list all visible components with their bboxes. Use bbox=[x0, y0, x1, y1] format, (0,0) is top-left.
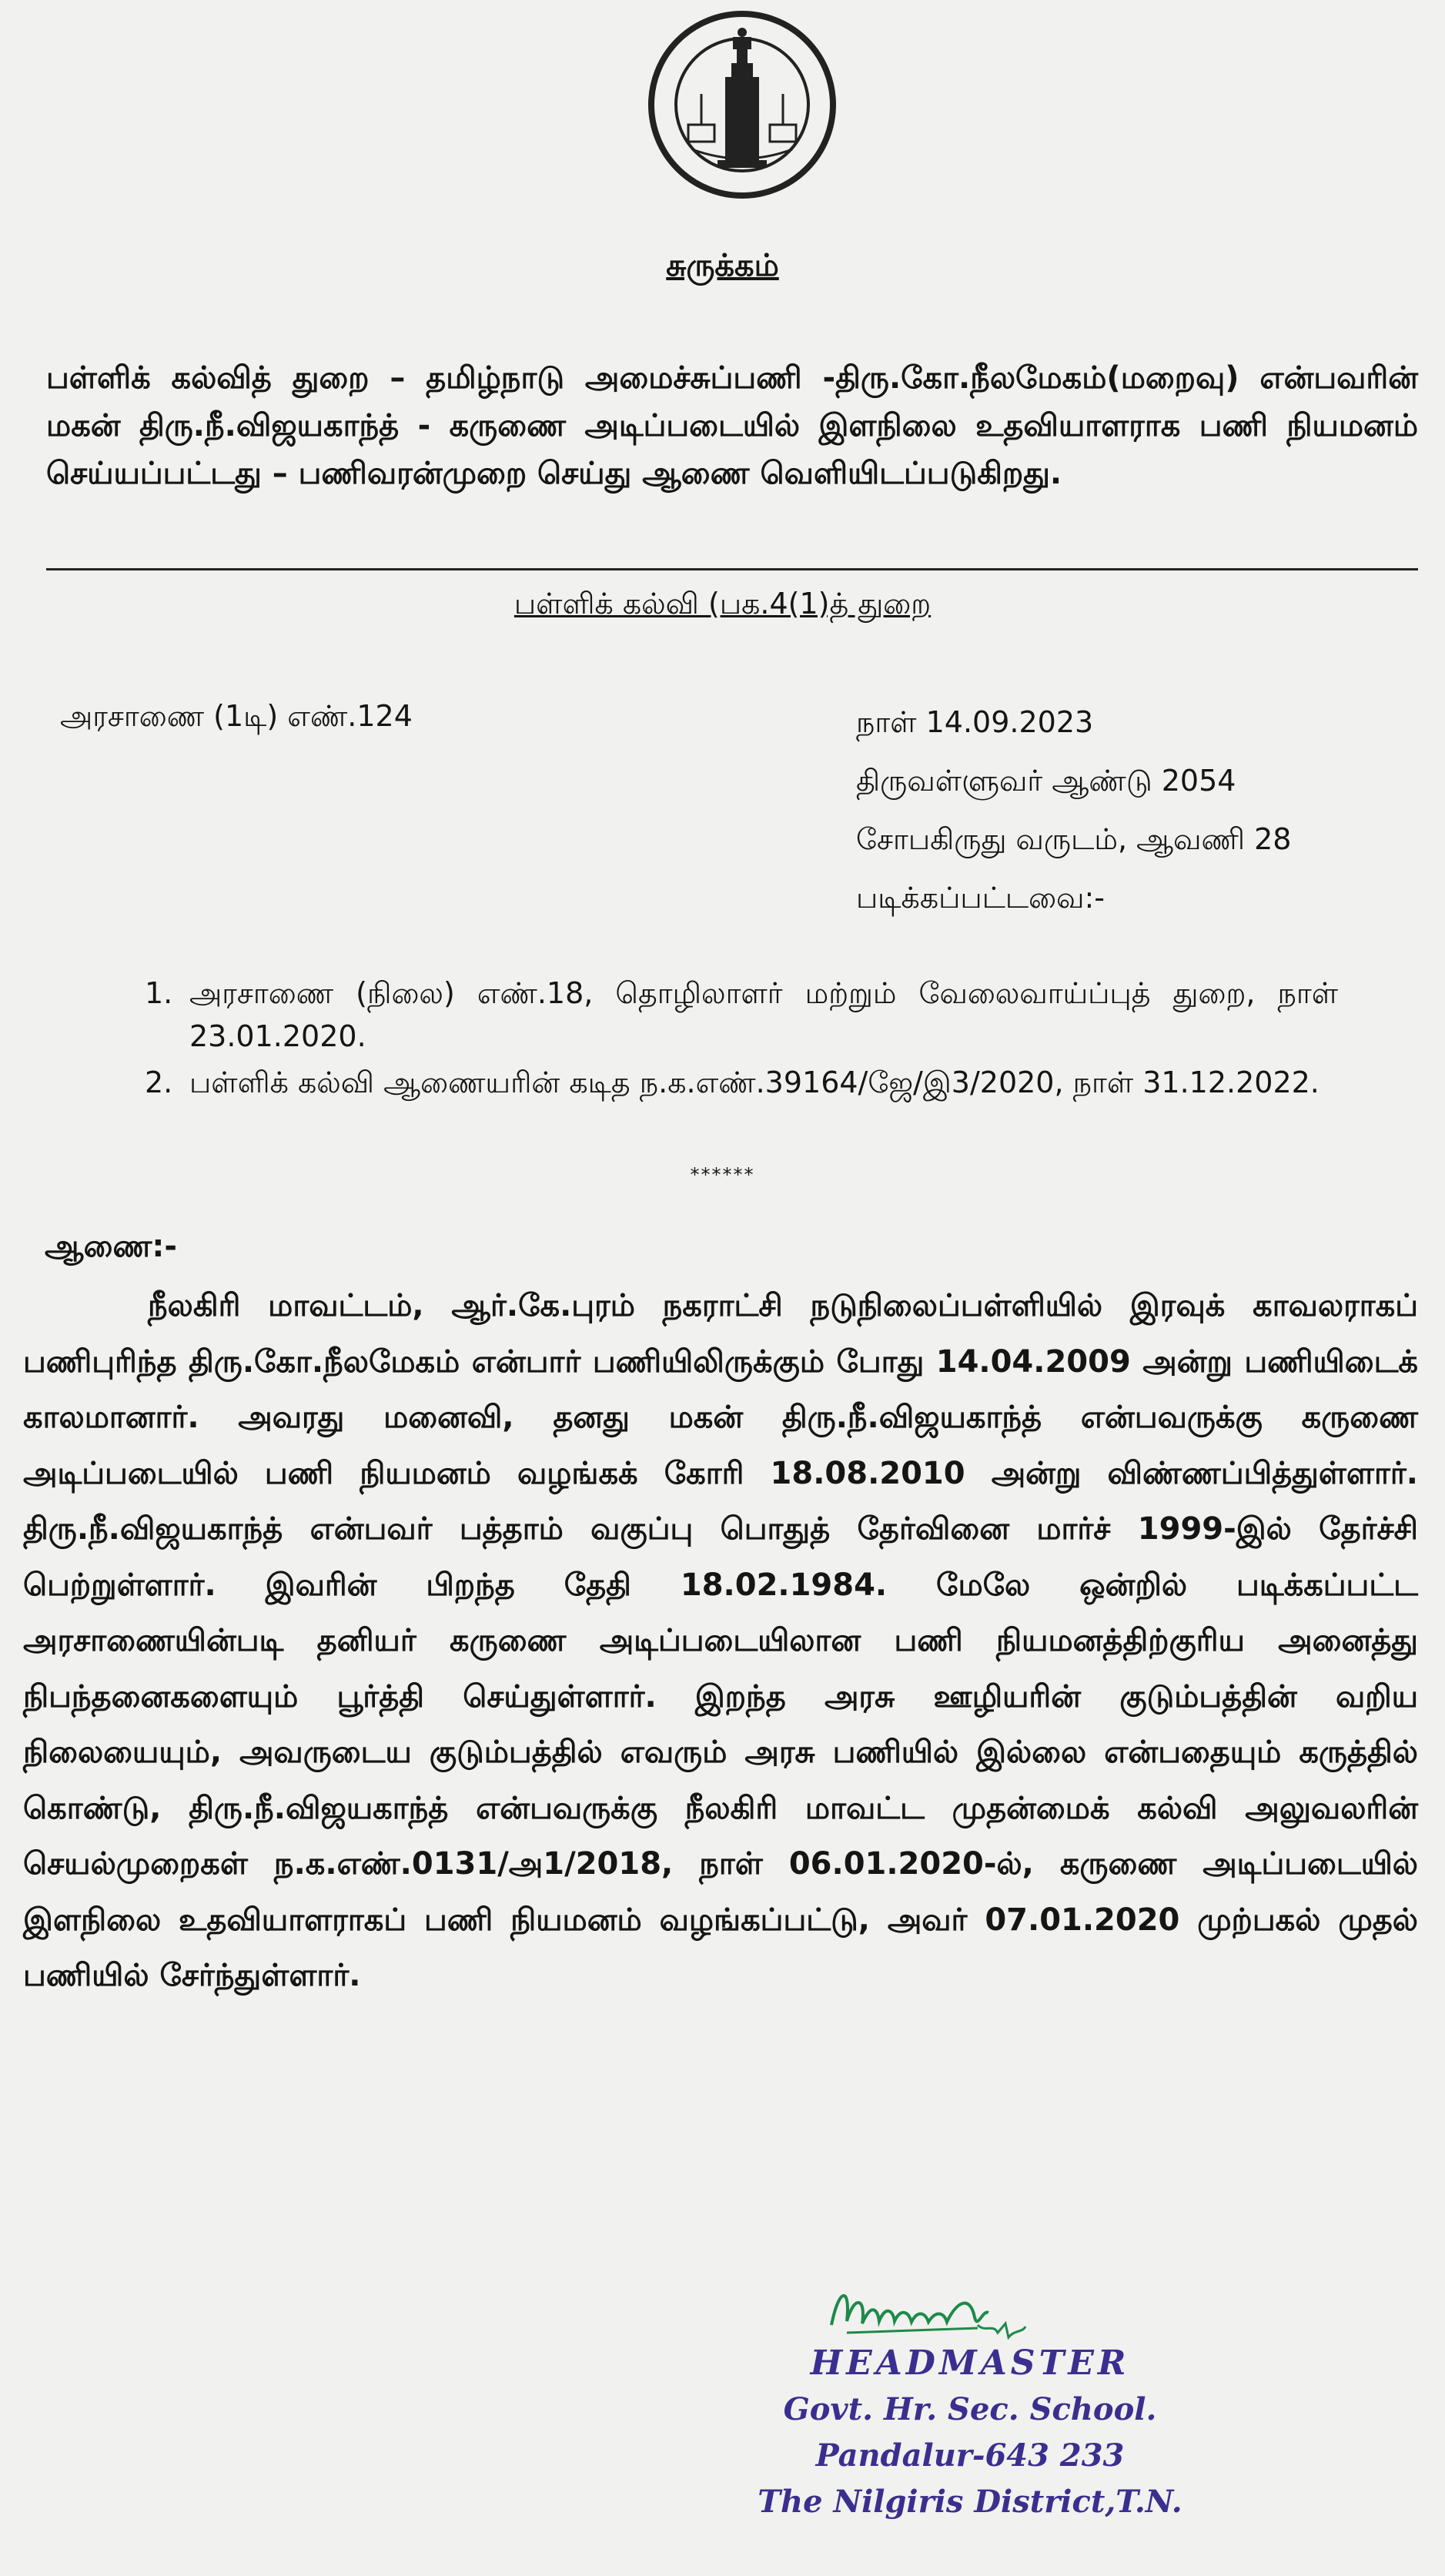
stamp-place: Pandalur-643 233 bbox=[815, 2437, 1125, 2474]
reference-number: 2. bbox=[145, 1066, 173, 1099]
subject-divider bbox=[46, 568, 1418, 570]
date-block bbox=[856, 693, 1291, 927]
headmaster-stamp bbox=[739, 2340, 1201, 2525]
reference-item bbox=[145, 972, 1338, 1058]
stamp-school: Govt. Hr. Sec. School. bbox=[783, 2391, 1157, 2427]
separator: ****** bbox=[690, 1164, 755, 1186]
order-heading: ஆணை:- bbox=[45, 1229, 177, 1264]
reference-list bbox=[145, 972, 1338, 1107]
stamp-title: HEADMASTER bbox=[810, 2343, 1130, 2383]
tamil-nadu-emblem-icon bbox=[634, 9, 850, 211]
reference-item bbox=[145, 1061, 1338, 1104]
summary-title: சுருக்கம் bbox=[666, 248, 779, 283]
reference-number: 1. bbox=[145, 976, 173, 1010]
thiruvalluvar-year: திருவள்ளுவர் ஆண்டு 2054 bbox=[856, 764, 1236, 798]
reference-text: பள்ளிக் கல்வி ஆணையரின் கடித ந.க.எண்.39164/ஜே/இ3/2020, நாள் 31.12.2022. bbox=[189, 1066, 1320, 1099]
signature-icon bbox=[824, 2279, 1039, 2350]
department-heading: பள்ளிக் கல்வி (பக.4(1)த் துறை bbox=[513, 587, 932, 621]
tamil-year: சோபகிருது வருடம், ஆவணி 28 bbox=[856, 822, 1292, 856]
order-paragraph: நீலகிரி மாவட்டம், ஆர்.கே.புரம் நகராட்சி நடுநிலைப்பள்ளியில் இரவுக் காவலராகப் பணிபுரிந்த திரு.கோ.நீலமேகம் என்பார் பணியிலிருக்கும் போது 14.04.2009 அன்று பணியிடைக் காலமானார். அவரது மனைவி, தனது மகன் திரு.நீ.விஜயகாந்த் என்பவருக்கு கருணை அடிப்படையில் பணி நியமனம் வழங்கக் கோரி 18.08.2010 அன்று விண்ணப்பித்துள்ளார். திரு.நீ.விஜயகாந்த் என்பவர் பத்தாம் வகுப்பு பொதுத் தேர்வினை மார்ச் 1999-இல் தேர்ச்சி பெற்றுள்ளார். இவரின் பிறந்த தேதி 18.02.1984. மேலே ஒன்றில் படிக்கப்பட்ட அரசாணையின்படி தனியர் கருணை அடிப்படையிலான பணி நியமனத்திற்குரிய அனைத்து நிபந்தனைகளையும் பூர்த்தி செய்துள்ளார். இறந்த அரசு ஊழியரின் குடும்பத்தின் வறிய நிலையையும், அவருடைய குடும்பத்தில் எவரும் அரசு பணியில் இல்லை என்பதையும் கருத்தில் கொண்டு, திரு.நீ.விஜயகாந்த் என்பவருக்கு நீலகிரி மாவட்ட முதன்மைக் கல்வி அலுவலரின் செயல்முறைகள் ந.க.எண்.0131/அ1/2018, நாள் 06.01.2020-ல், கருணை அடிப்படையில் இளநிலை உதவியாளராகப் பணி நியமனம் வழங்கப்பட்டு, அவர் 07.01.2020 முற்பகல் முதல் பணியில் சேர்ந்துள்ளார். bbox=[23, 1288, 1418, 1993]
stamp-district: The Nilgiris District,T.N. bbox=[758, 2484, 1182, 2520]
subject-paragraph: பள்ளிக் கல்வித் துறை – தமிழ்நாடு அமைச்சுப்பணி -திரு.கோ.நீலமேகம்(மறைவு) என்பவரின் மகன் திரு.நீ.விஜயகாந்த் - கருணை அடிப்படையில் இளநிலை உதவியாளராக பணி நியமனம் செய்யப்பட்டது – பணிவரன்முறை செய்து ஆணை வெளியிடப்படுகிறது. bbox=[46, 360, 1418, 491]
reference-text: அரசாணை (நிலை) எண்.18, தொழிலாளர் மற்றும் வேலைவாய்ப்புத் துறை, நாள் 23.01.2020. bbox=[189, 976, 1338, 1053]
issue-date: நாள் 14.09.2023 bbox=[856, 705, 1094, 739]
go-number: அரசாணை (1டி) எண்.124 bbox=[60, 699, 413, 733]
read-label: படிக்கப்பட்டவை:- bbox=[856, 881, 1105, 915]
